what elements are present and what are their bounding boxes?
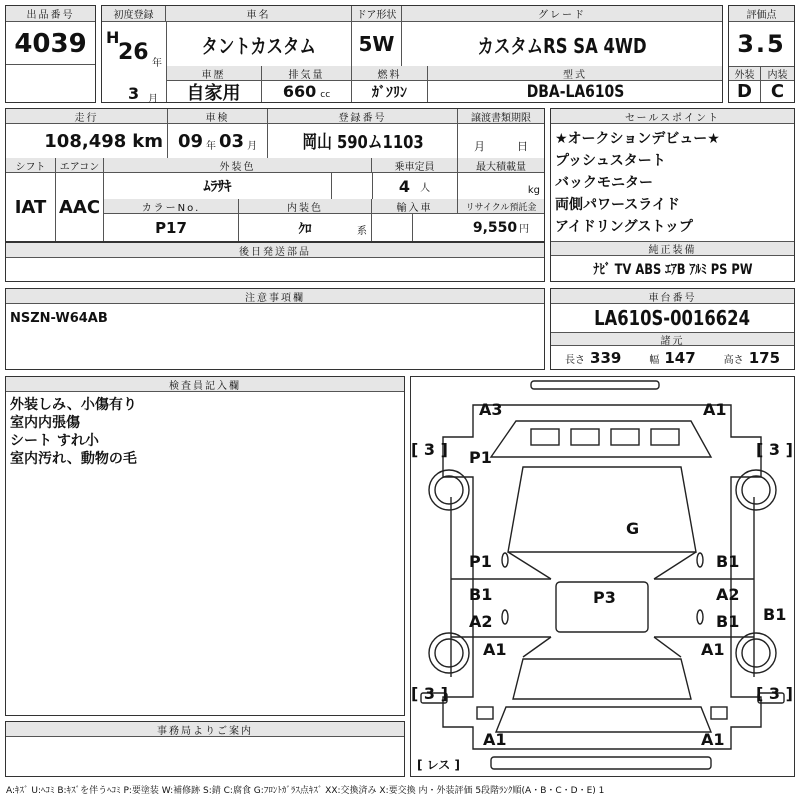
damage-mark-B1-left: B1 bbox=[469, 585, 493, 604]
sales-point-2: プッシュスタート bbox=[555, 153, 666, 169]
sales-point-5: アイドリングストップ bbox=[555, 219, 693, 235]
displacement-label: 排気量 bbox=[262, 66, 352, 81]
equipment: ﾅﾋﾞ TV ABS ｴｱB ｱﾙﾐ PS PW bbox=[592, 261, 753, 278]
capacity: 4 人 bbox=[372, 173, 458, 199]
lot-number: 4039 bbox=[14, 29, 87, 59]
damage-mark-A1-rear-right: A1 bbox=[701, 730, 725, 749]
ext-color: ﾑﾗｻｷ bbox=[104, 173, 332, 199]
recycle-fee: 9,550 円 bbox=[472, 219, 530, 236]
int-color: ｸﾛ 系 bbox=[239, 214, 372, 241]
grade: カスタムRS SA 4WD bbox=[477, 33, 647, 58]
specs-label: 諸元 bbox=[551, 332, 794, 346]
first-reg-era: H bbox=[106, 28, 120, 47]
damage-mark-A2-left: A2 bbox=[469, 612, 493, 631]
aircon: AAC bbox=[56, 173, 104, 241]
transfer-date: 月 日 bbox=[474, 140, 528, 153]
later-parts-box bbox=[5, 242, 545, 282]
color-no: P17 bbox=[104, 214, 239, 241]
displacement: 660 cc bbox=[262, 81, 352, 102]
recycle-label: リサイクル預託金 bbox=[458, 199, 544, 214]
damage-mark-B1-far-right: B1 bbox=[763, 605, 787, 624]
damage-mark-B1-right: B1 bbox=[716, 552, 740, 571]
ext-score: D bbox=[729, 81, 761, 102]
model-label: 型式 bbox=[428, 66, 722, 81]
capacity-label: 乗車定員 bbox=[372, 158, 458, 173]
inspector-line-1: 外装しみ、小傷有り bbox=[10, 397, 137, 413]
equipment-label: 純正装備 bbox=[551, 241, 794, 256]
damage-mark-A1-right-wheel: A1 bbox=[701, 640, 725, 659]
sales-point-3: バックモニター bbox=[555, 175, 653, 191]
chassis-number: LA610S-0016624 bbox=[594, 306, 751, 330]
first-reg-month-unit: 月 bbox=[148, 94, 158, 105]
damage-mark-A3: A3 bbox=[479, 400, 503, 419]
aircon-label: エアコン bbox=[56, 158, 104, 173]
res-label: [ レス ] bbox=[417, 758, 460, 772]
notes-box bbox=[5, 288, 545, 370]
damage-mark-A1-front-right: A1 bbox=[703, 400, 727, 419]
first-reg-year-unit: 年 bbox=[152, 58, 162, 69]
car-diagram bbox=[410, 376, 795, 777]
door-type: 5W bbox=[352, 22, 402, 66]
max-load: kg bbox=[527, 185, 540, 196]
inspector-line-2: 室内内張傷 bbox=[10, 415, 80, 431]
office-label: 事務局よりご案内 bbox=[6, 722, 404, 737]
inspection-label: 車検 bbox=[168, 109, 268, 124]
import-label: 輸入車 bbox=[372, 199, 458, 214]
specs-row: 長さ 339 幅 147 高さ 175 bbox=[564, 349, 781, 367]
max-load-label: 最大積載量 bbox=[458, 158, 544, 173]
model-code: DBA-LA610S bbox=[526, 81, 624, 102]
inspector-line-3: シート すれ小 bbox=[10, 433, 99, 449]
history-label: 車歴 bbox=[166, 66, 262, 81]
lot-box bbox=[5, 5, 96, 103]
ext-color-label: 外装色 bbox=[104, 158, 372, 173]
fuel: ｶﾞｿﾘﾝ bbox=[352, 81, 428, 102]
history: 自家用 bbox=[166, 81, 262, 102]
inspection: 09 年 03 月 bbox=[168, 124, 268, 158]
car-outline bbox=[411, 377, 794, 776]
color-no-label: カラーNo. bbox=[104, 199, 239, 214]
legend: A:ｷｽﾞ U:ﾍｺﾐ B:ｷｽﾞを伴うﾍｺﾐ P:要塗装 W:補修跡 S:錆 C:腐食 G:ﾌﾛﾝﾄｶﾞﾗｽ点ｷｽﾞ XX:交換済み X:要交換 内・外装評価 5段階ﾗﾝｸ順(A・B・C・D・E) 1 bbox=[6, 785, 605, 796]
inspector-label: 検査員記入欄 bbox=[6, 377, 404, 392]
bracket-front-right: [ 3 ] bbox=[756, 440, 793, 459]
grade-label: グレード bbox=[402, 6, 722, 22]
reg-number: 岡山 590ム1103 bbox=[268, 124, 458, 158]
transfer-label: 譲渡書類期限 bbox=[458, 109, 544, 124]
int-label: 内装 bbox=[761, 66, 794, 81]
score-value: 3.5 bbox=[737, 30, 786, 58]
car-name-label: 車名 bbox=[166, 6, 352, 22]
bracket-rear-right: [ 3 ] bbox=[756, 684, 793, 703]
office-box bbox=[5, 721, 405, 777]
chassis-box bbox=[550, 288, 795, 370]
shift-label: シフト bbox=[6, 158, 56, 173]
int-color-label: 内装色 bbox=[239, 199, 372, 214]
damage-mark-A1-left-wheel: A1 bbox=[483, 640, 507, 659]
notes-label: 注意事項欄 bbox=[6, 289, 544, 304]
first-reg-label: 初度登録 bbox=[102, 6, 166, 22]
int-score: C bbox=[770, 81, 785, 102]
lot-label: 出品番号 bbox=[6, 6, 95, 22]
door-label: ドア形状 bbox=[352, 6, 402, 22]
bracket-rear-left: [ 3 ] bbox=[411, 684, 448, 703]
inspector-box bbox=[5, 376, 405, 716]
sales-points-box bbox=[550, 108, 795, 282]
damage-mark-P1-hood: P1 bbox=[469, 448, 492, 467]
score-box bbox=[728, 5, 795, 103]
notes-text: NSZN-W64AB bbox=[10, 310, 108, 326]
chassis-label: 車台番号 bbox=[551, 289, 794, 304]
first-reg-year: 26 bbox=[118, 40, 149, 65]
detail-box bbox=[5, 108, 545, 242]
reg-no-label: 登録番号 bbox=[268, 109, 458, 124]
damage-mark-A2-right: A2 bbox=[716, 585, 740, 604]
damage-mark-G: G bbox=[626, 519, 640, 538]
damage-mark-B1-right-lower: B1 bbox=[716, 612, 740, 631]
later-parts-label: 後日発送部品 bbox=[6, 243, 544, 258]
car-name: タントカスタム bbox=[166, 22, 352, 66]
damage-mark-A1-rear-left: A1 bbox=[483, 730, 507, 749]
sales-points-label: セールスポイント bbox=[551, 109, 794, 124]
damage-mark-P3: P3 bbox=[593, 588, 616, 607]
shift: IAT bbox=[6, 173, 56, 241]
ext-label: 外装 bbox=[729, 66, 761, 81]
score-label: 評価点 bbox=[729, 6, 794, 22]
inspector-line-4: 室内汚れ、動物の毛 bbox=[10, 451, 137, 467]
sales-point-1: ★オークションデビュー★ bbox=[555, 131, 720, 147]
header-box bbox=[101, 5, 723, 103]
sales-point-4: 両側パワースライド bbox=[555, 197, 680, 213]
bracket-front-left: [ 3 ] bbox=[411, 440, 448, 459]
mileage: 108,498 km bbox=[6, 124, 168, 158]
mileage-label: 走行 bbox=[6, 109, 168, 124]
fuel-label: 燃料 bbox=[352, 66, 428, 81]
damage-mark-P1-side: P1 bbox=[469, 552, 492, 571]
first-reg-month: 3 bbox=[128, 84, 140, 103]
